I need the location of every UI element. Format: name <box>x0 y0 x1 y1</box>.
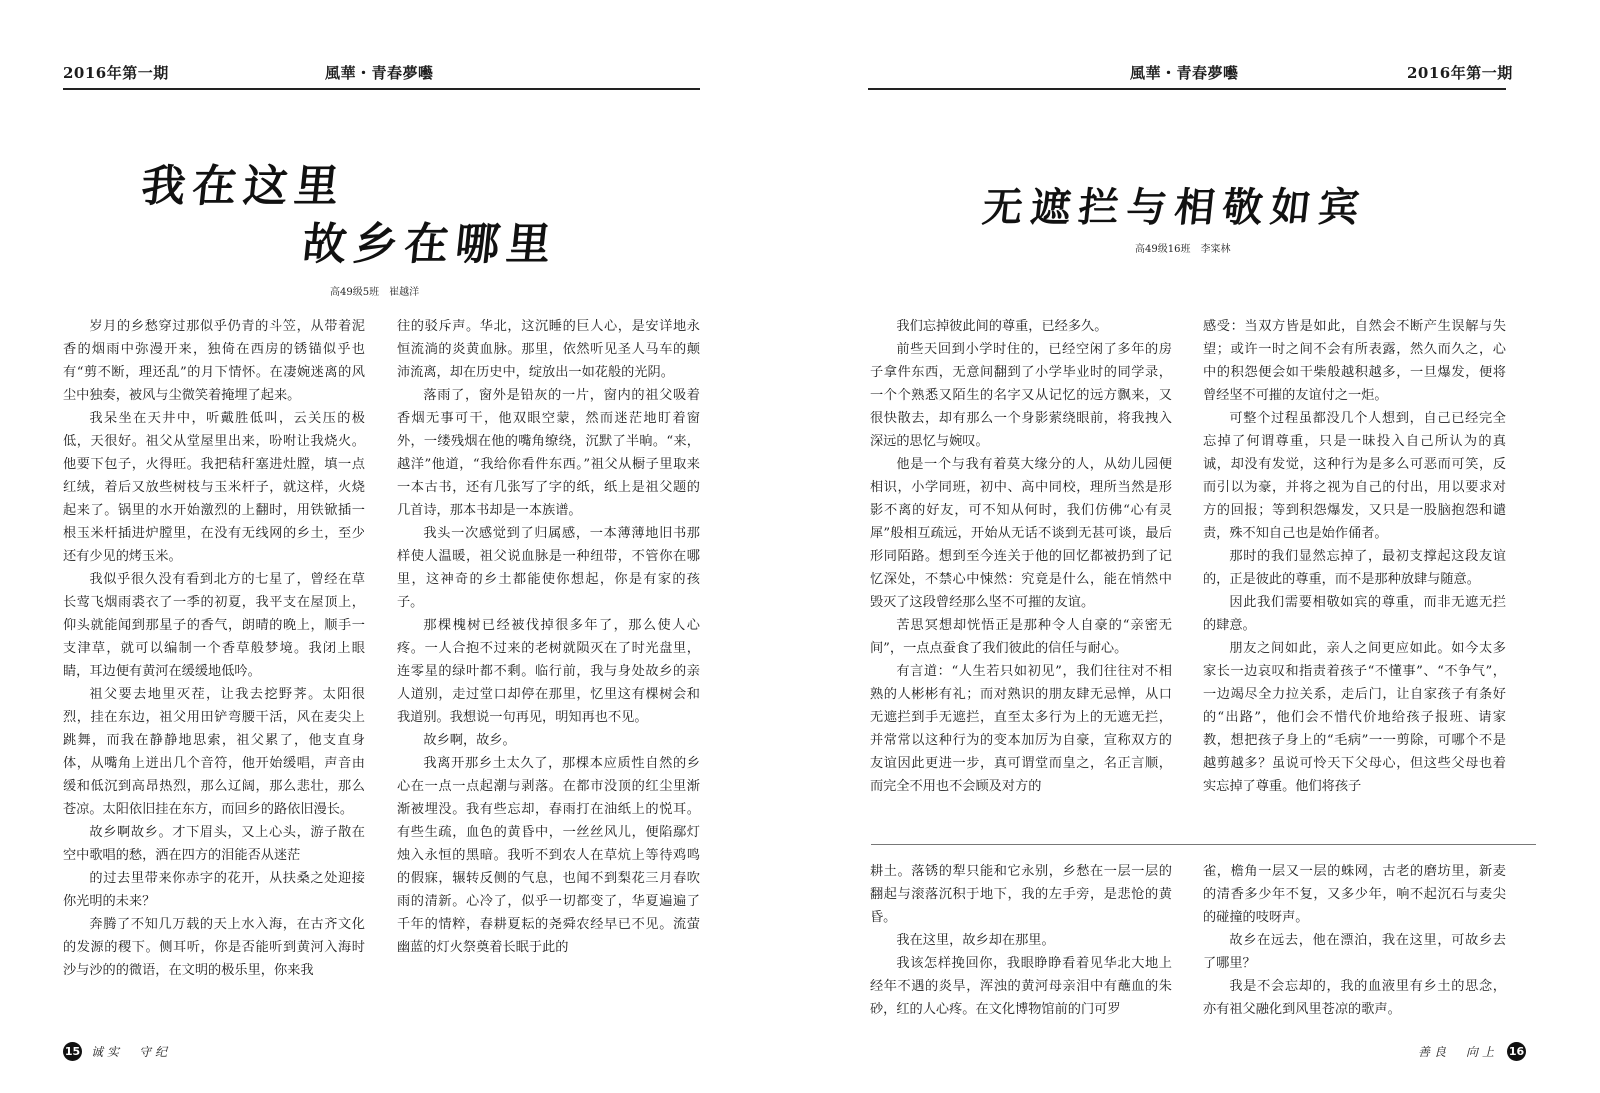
footer-motto: 诚实 守纪 <box>91 1045 172 1059</box>
section-label: 風華・青春夢囈 <box>1130 64 1239 82</box>
paragraph: 我该怎样挽回你，我眼睁睁看着见华北大地上经年不遇的炎旱，浑浊的黄河母亲泪中有蘸血的朱砂，红的人心疼。在文化博物馆前的门可罗 <box>870 956 1172 1017</box>
article-column-2 <box>1203 315 1506 798</box>
issue-label: 2016年第一期 <box>63 64 169 82</box>
paragraph: 因此我们需要相敬如宾的尊重，而非无遮无拦的肆意。 <box>1203 595 1506 633</box>
left-footer <box>63 1042 171 1061</box>
paragraph: 耕土。落锈的犁只能和它永别，乡愁在一层一层的翻起与滚落沉积于地下，我的左手旁，是悲怆的黄昏。 <box>870 864 1172 925</box>
header-rule <box>63 88 700 90</box>
paragraph: 故乡在远去，他在漂泊，我在这里，可故乡去了哪里？ <box>1203 933 1506 971</box>
paragraph: 往的驳斥声。华北，这沉睡的巨人心，是安详地永恒流淌的炎黄血脉。那里，依然听见圣人马车的颠沛流离，却在历史中，绽放出一如花般的光阴。 <box>397 319 700 380</box>
paragraph: 故乡啊故乡。才下眉头，又上心头，游子散在空中歌唱的愁，洒在四方的泪能否从迷茫 <box>63 825 365 863</box>
article-column-1 <box>63 315 365 982</box>
paragraph: 有言道：“人生若只如初见”，我们往往对不相熟的人彬彬有礼；而对熟识的朋友肆无忌惮，从口无遮拦到手无遮拦，直至太多行为上的无遮无拦，并常常以这种行为的变本加厉为自豪，宣称双方的友谊因此更进一步，真可谓堂而皇之，名正言顺，而完全不用也不会顾及对方的 <box>870 664 1172 794</box>
article-title-line1: 我在这里 <box>138 161 349 212</box>
paragraph: 前些天回到小学时住的，已经空闲了多年的房子拿件东西，无意间翻到了小学毕业时的同学录，一个个熟悉又陌生的名字又从记忆的远方飘来，又很快散去，却有那么一个身影萦绕眼前，将我拽入深远的思忆与婉叹。 <box>870 342 1172 449</box>
paragraph: 他是一个与我有着莫大缘分的人，从幼儿园便相识，小学同班，初中、高中同校，理所当然是形影不离的好友，可不知从何时，我们仿佛“心有灵犀”般相互疏远，开始从无话不谈到无甚可谈，最后形同陌路。想到至今连关于他的回忆都被扔到了记忆深处，不禁心中悚然：究竟是什么，能在悄然中毁灭了这段曾经那么坚不可摧的友谊。 <box>870 457 1172 610</box>
paragraph: 苦思冥想却恍悟正是那种令人自豪的“亲密无间”，一点点蚕食了我们彼此的信任与耐心。 <box>870 618 1172 656</box>
paragraph: 可整个过程虽都没几个人想到，自己已经完全忘掉了何谓尊重，只是一昧投入自己所认为的真诚，却没有发觉，这种行为是多么可恶而可笑，反而引以为豪，并将之视为自己的付出，用以要求对方的回报；等到积怨爆发，又只是一股脑抱怨和谴责，殊不知自己也是始作俑者。 <box>1203 411 1506 541</box>
paragraph: 那时的我们显然忘掉了，最初支撑起这段友谊的，正是彼此的尊重，而不是那种放肆与随意。 <box>1203 549 1506 587</box>
paragraph: 我头一次感觉到了归属感，一本薄薄地旧书那样使人温暖，祖父说血脉是一种纽带，不管你在哪里，这神奇的乡土都能使你想起，你是有家的孩子。 <box>397 526 700 610</box>
paragraph: 故乡啊，故乡。 <box>423 733 516 748</box>
paragraph: 感受：当双方皆是如此，自然会不断产生误解与失望；或许一时之间不会有所表露，然久而久之，心中的积怨便会如干柴般越积越多，一旦爆发，便将曾经坚不可摧的友谊付之一炬。 <box>1203 319 1506 403</box>
header-rule <box>868 88 1506 90</box>
article-title: 无遮拦与相敬如宾 <box>980 185 1370 231</box>
paragraph: 我似乎很久没有看到北方的七星了，曾经在草长莺飞烟雨裘衣了一季的初夏，我平支在屋顶上，仰头就能闻到那星子的香气，朗晴的晚上，顺手一支津草，就可以编制一个香草般梦境。我闭上眼睛，耳边便有黄河在缓缓地低吟。 <box>63 572 365 679</box>
article-column-2 <box>397 315 700 959</box>
section-divider <box>871 844 1536 845</box>
paragraph: 雀，檐角一层又一层的蛛网，古老的磨坊里，新麦的清香多少年不复，又多少年，响不起沉石与麦尖的碰撞的吱呀声。 <box>1203 864 1506 925</box>
paragraph: 我在这里，故乡却在那里。 <box>896 933 1055 948</box>
paragraph: 的过去里带来你赤字的花开，从扶桑之处迎接你光明的未来？ <box>63 871 365 909</box>
issue-label: 2016年第一期 <box>1407 64 1513 82</box>
paragraph: 我们忘掉彼此间的尊重，已经多久。 <box>896 319 1108 334</box>
continued-column-2 <box>1203 860 1506 1021</box>
continued-column-1 <box>870 860 1172 1021</box>
article-title-line2: 故乡在哪里 <box>299 219 561 270</box>
paragraph: 岁月的乡愁穿过那似乎仍青的斗笠，从带着泥香的烟雨中弥漫开来，独倚在西房的锈锚似乎也有“剪不断，理还乱”的月下情怀。在凄婉迷离的风尘中独奏，被风与尘微笑着掩埋了起来。 <box>63 319 365 403</box>
right-page <box>800 0 1600 1093</box>
page-number: 16 <box>1507 1042 1526 1061</box>
paragraph: 那棵槐树已经被伐掉很多年了，那么使人心疼。一人合抱不过来的老树就陨灭在了时光盘里，连零星的绿叶都不剩。临行前，我与身处故乡的亲人道别，走过堂口却停在那里，忆里这有棵树会和我道别。我想说一句再见，明知再也不见。 <box>397 618 700 725</box>
paragraph: 我呆坐在天井中，听戴胜低叫，云关压的极低，天很好。祖父从堂屋里出来，吩咐让我烧火。他要下包子，火得旺。我把秸秆塞进灶膛，填一点红绒，着后又放些树枝与玉米杆子，就这样，火烧起来了。锅里的水开始激烈的上翻时，用铁锨插一根玉米杆插进炉膛里，在没有无线网的乡土，至少还有少见的烤玉米。 <box>63 411 365 564</box>
right-footer <box>1418 1042 1526 1061</box>
paragraph: 奔腾了不知几万载的天上水入海，在古齐文化的发源的稷下。侧耳听，你是否能听到黄河入海时沙与沙的的微语，在文明的极乐里，你来我 <box>63 917 365 978</box>
paragraph: 我离开那乡土太久了，那棵本应质性自然的乡心在一点一点起潮与剥落。在都市没顶的红尘里渐渐被埋没。我有些忘却，春雨打在油纸上的悦耳。有些生疏，血色的黄昏中，一丝丝风儿，便陷鄢灯烛入永恒的黑暗。我听不到农人在草炕上等待鸡鸣的假寐，辗转反侧的气息，也闻不到梨花三月春吹雨的清新。心冷了，似乎一切都变了，华夏遍遍了千年的情粹，春耕夏耘的尧舜农经早已不见。流萤幽蓝的灯火祭奠着长眠于此的 <box>397 756 700 955</box>
section-label: 風華・青春夢囈 <box>325 64 434 82</box>
author-byline: 高49级16班 李寀林 <box>1135 244 1231 255</box>
article-column-1 <box>870 315 1172 798</box>
paragraph: 落雨了，窗外是铅灰的一片，窗内的祖父吸着香烟无事可干，他双眼空蒙，然而迷茫地盯着窗外，一缕残烟在他的嘴角缭绕，沉默了半晌。“来，越洋”他道，“我给你看件东西。”祖父从橱子里取来一本古书，还有几张写了字的纸，纸上是祖父题的几首诗，那本书却是一本族谱。 <box>397 388 700 518</box>
author-byline: 高49级5班 崔越洋 <box>330 287 420 298</box>
paragraph: 我是不会忘却的，我的血液里有乡土的思念，亦有祖父融化到风里苍凉的歌声。 <box>1203 979 1506 1017</box>
paragraph: 朋友之间如此，亲人之间更应如此。如今太多家长一边哀叹和指责着孩子“不懂事”、“不争气”，一边竭尽全力拉关系，走后门，让自家孩子有条好的“出路”，他们会不惜代价地给孩子报班、请家教，想把孩子身上的“毛病”一一剪除，可哪个不是越剪越多？虽说可怜天下父母心，但这些父母也着实忘掉了尊重。他们将孩子 <box>1203 641 1506 794</box>
footer-motto: 善良 向上 <box>1418 1045 1499 1059</box>
page-number: 15 <box>63 1042 82 1061</box>
paragraph: 祖父要去地里灭茬，让我去挖野荠。太阳很烈，挂在东边，祖父用田铲弯腰干活，风在麦尖上跳舞，而我在静静地思索，祖父累了，他支直身体，从嘴角上迸出几个音符，他开始缓唱，声音由缓和低沉到高昂热烈，那么辽阔，那么悲壮，那么苍凉。太阳依旧挂在东方，而回乡的路依旧漫长。 <box>63 687 365 817</box>
